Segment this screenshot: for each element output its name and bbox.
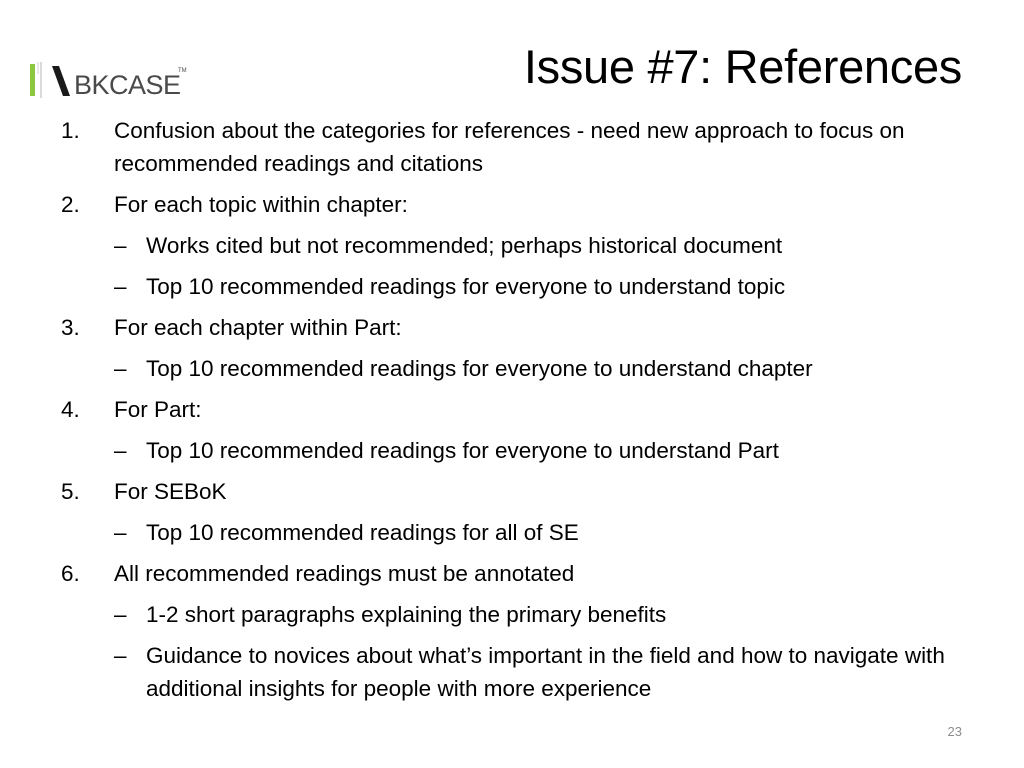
list-item — [0, 114, 1024, 180]
list-item-text: For Part: — [114, 397, 202, 422]
list-item-text: Guidance to novices about what’s important in the field and how to navigate with additional insights for people with more experience — [146, 643, 945, 701]
list-item-text: Top 10 recommended readings for all of SE — [146, 520, 579, 545]
slide-title: Issue #7: References — [523, 40, 962, 93]
list-item-text: Confusion about the categories for references - need new approach to focus on recommended readings and citations — [114, 118, 905, 176]
dash-bullet: – — [114, 438, 127, 463]
list-number: 2. — [61, 192, 80, 217]
list-number: 6. — [61, 561, 80, 586]
dash-bullet: – — [114, 643, 127, 668]
sub-list-item — [0, 352, 1024, 385]
logo-text: BKCASE — [74, 70, 181, 100]
sub-list-item — [0, 516, 1024, 549]
list-number: 5. — [61, 479, 80, 504]
list-item — [0, 311, 1024, 344]
list-item-text: Works cited but not recommended; perhaps historical document — [146, 233, 783, 258]
dash-bullet: – — [114, 602, 127, 627]
dash-bullet: – — [114, 356, 127, 381]
page-number: 23 — [947, 724, 962, 739]
list-number: 4. — [61, 397, 80, 422]
sub-list-item — [0, 598, 1024, 631]
dash-bullet: – — [114, 274, 127, 299]
list-item-text: For each chapter within Part: — [114, 315, 402, 340]
list-item-text: All recommended readings must be annotated — [114, 561, 575, 586]
logo-tm: TM — [178, 68, 187, 74]
sub-list-item — [0, 270, 1024, 303]
dash-bullet: – — [114, 520, 127, 545]
list-item — [0, 188, 1024, 221]
bkcase-logo — [28, 58, 193, 102]
list-item-text: Top 10 recommended readings for everyone to understand chapter — [146, 356, 813, 381]
sub-list-item — [0, 434, 1024, 467]
sub-list-item — [0, 639, 1024, 705]
list-item — [0, 475, 1024, 508]
list-item-text: Top 10 recommended readings for everyone to understand topic — [146, 274, 786, 299]
list-number: 3. — [61, 315, 80, 340]
sub-list-item — [0, 229, 1024, 262]
bullet-list — [0, 114, 1024, 705]
logo-green-bar — [30, 64, 35, 96]
list-item — [0, 557, 1024, 590]
list-item — [0, 393, 1024, 426]
dash-bullet: – — [114, 233, 127, 258]
list-number: 1. — [61, 118, 80, 143]
list-item-text: Top 10 recommended readings for everyone to understand Part — [146, 438, 779, 463]
list-item-text: 1-2 short paragraphs explaining the primary benefits — [146, 602, 667, 627]
list-item-text: For SEBoK — [114, 479, 227, 504]
list-item-text: For each topic within chapter: — [114, 192, 408, 217]
logo-slash-mark — [52, 66, 70, 96]
